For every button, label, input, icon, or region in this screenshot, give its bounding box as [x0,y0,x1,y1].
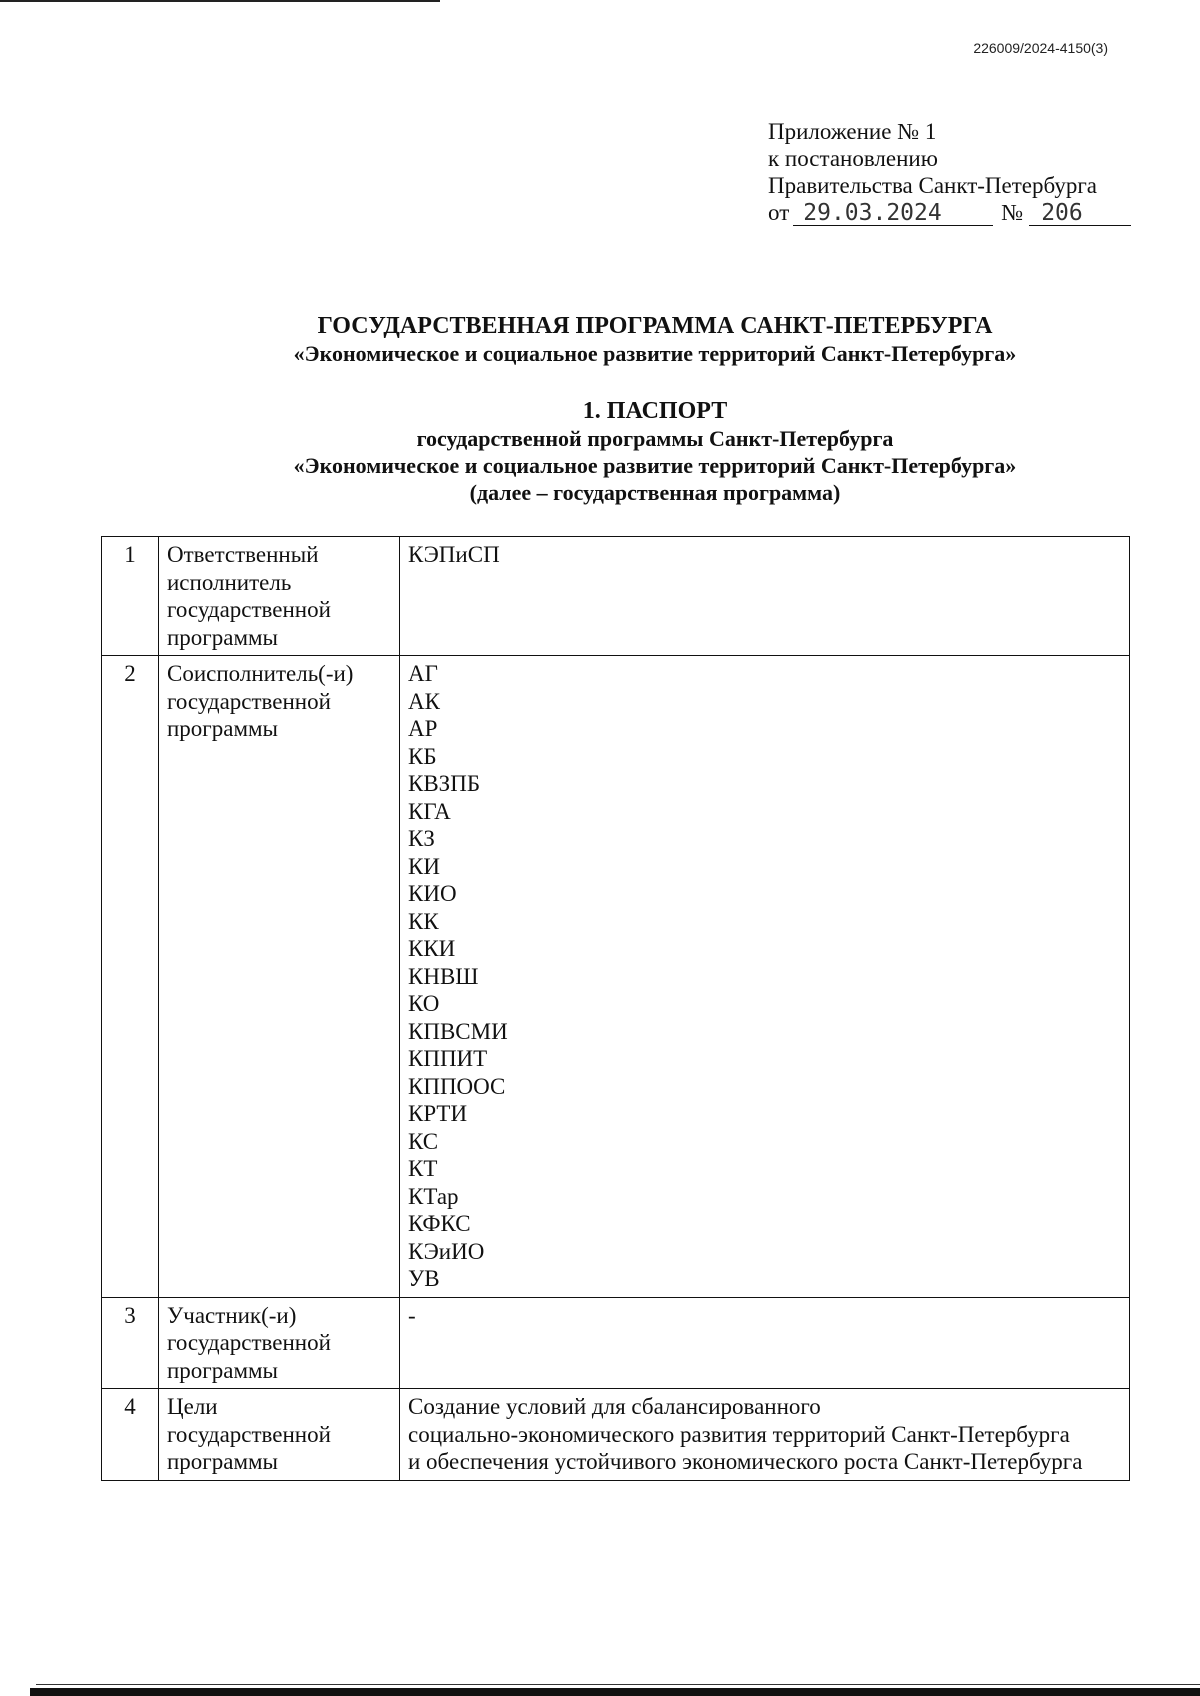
row-label-line: Цели [167,1394,218,1419]
row-label-line: программы [167,716,279,741]
row-value-line: УВ [408,1266,440,1291]
row-value-line: КЭПиСП [408,542,500,567]
appendix-line-3: Правительства Санкт-Петербурга [768,173,1097,198]
row-value-line: АГ [408,661,438,686]
row-value [400,1297,1130,1389]
passport-title-line-4: (далее – государственная программа) [469,480,841,505]
passport-title-line-2: государственной программы Санкт-Петербурга [416,426,894,451]
row-value-line: и обеспечения устойчивого экономического роста Санкт-Петербурга [408,1449,1083,1474]
program-title [0,313,1200,367]
scan-edge-bottom [30,1688,1200,1696]
row-value-line: КПВСМИ [408,1018,508,1044]
row-label-line: государственной [167,1330,331,1355]
row-value [400,1389,1130,1481]
row-label-line: государственной [167,688,331,714]
row-value-line: КБ [408,743,437,769]
row-label-line: государственной [167,597,331,622]
row-label-line: программы [167,624,279,650]
row-number: 3 [102,1297,159,1389]
appendix-line-1: Приложение № 1 [768,119,937,144]
program-title-line-1: ГОСУДАРСТВЕННАЯ ПРОГРАММА САНКТ-ПЕТЕРБУРГА [317,313,993,339]
row-label-line: государственной [167,1421,331,1447]
resolution-date: 29.03.2024 [793,201,993,226]
row-value-line: КЭиИО [408,1238,485,1264]
row-number: 4 [102,1389,159,1481]
table-row [102,537,1130,656]
table-row [102,1389,1130,1481]
scan-edge-top [0,0,440,2]
number-label: № [1001,200,1024,225]
row-value-line: АР [408,716,438,741]
row-number: 2 [102,656,159,1298]
row-value-line: АК [408,688,440,714]
row-label-line: исполнитель [167,569,292,595]
row-value-line: КНВШ [408,963,479,989]
row-value-line: КИО [408,881,457,906]
row-value-line: КО [408,991,440,1016]
row-value [400,537,1130,656]
row-value-line: - [408,1302,416,1328]
table-row [102,1297,1130,1389]
row-value-line: КС [408,1128,439,1154]
scan-edge-bottom-thin [36,1684,1200,1685]
row-label-line: Участник(-и) [167,1302,297,1328]
row-label [159,656,400,1298]
row-label-line: программы [167,1449,279,1474]
row-value-line: КРТИ [408,1101,468,1126]
passport-title [0,398,1200,506]
row-label-line: Ответственный [167,542,319,567]
row-value-line: КГА [408,798,451,824]
row-value-line: КППООС [408,1073,506,1099]
row-value-line: ККИ [408,936,456,961]
from-label: от [768,200,790,225]
row-value-line: социально-экономического развития территорий Санкт-Петербурга [408,1421,1070,1447]
table-row [102,656,1130,1298]
row-label [159,1389,400,1481]
appendix-date-line [768,199,1131,226]
row-value-line: КЗ [408,826,435,851]
resolution-number: 206 [1029,201,1131,226]
row-value-line: Создание условий для сбалансированного [408,1394,821,1419]
row-label [159,537,400,656]
program-title-line-2: «Экономическое и социальное развитие территорий Санкт-Петербурга» [293,341,1017,366]
row-label-line: программы [167,1357,279,1383]
passport-table [101,536,1130,1481]
row-value [400,656,1130,1298]
row-label-line: Соисполнитель(-и) [167,661,354,686]
row-value-line: КК [408,908,439,934]
passport-title-line-3: «Экономическое и социальное развитие территорий Санкт-Петербурга» [293,453,1017,478]
passport-title-line-1: 1. ПАСПОРТ [582,398,728,424]
row-value-line: КТ [408,1156,438,1181]
row-value-line: КФКС [408,1211,471,1236]
row-value-line: КВЗПБ [408,771,481,796]
row-value-line: КТар [408,1183,459,1209]
row-value-line: КППИТ [408,1046,488,1071]
appendix-header [768,118,1131,226]
row-value-line: КИ [408,853,440,879]
appendix-line-2: к постановлению [768,146,938,171]
document-code: 226009/2024-4150(3) [973,40,1108,56]
row-label [159,1297,400,1389]
row-number: 1 [102,537,159,656]
